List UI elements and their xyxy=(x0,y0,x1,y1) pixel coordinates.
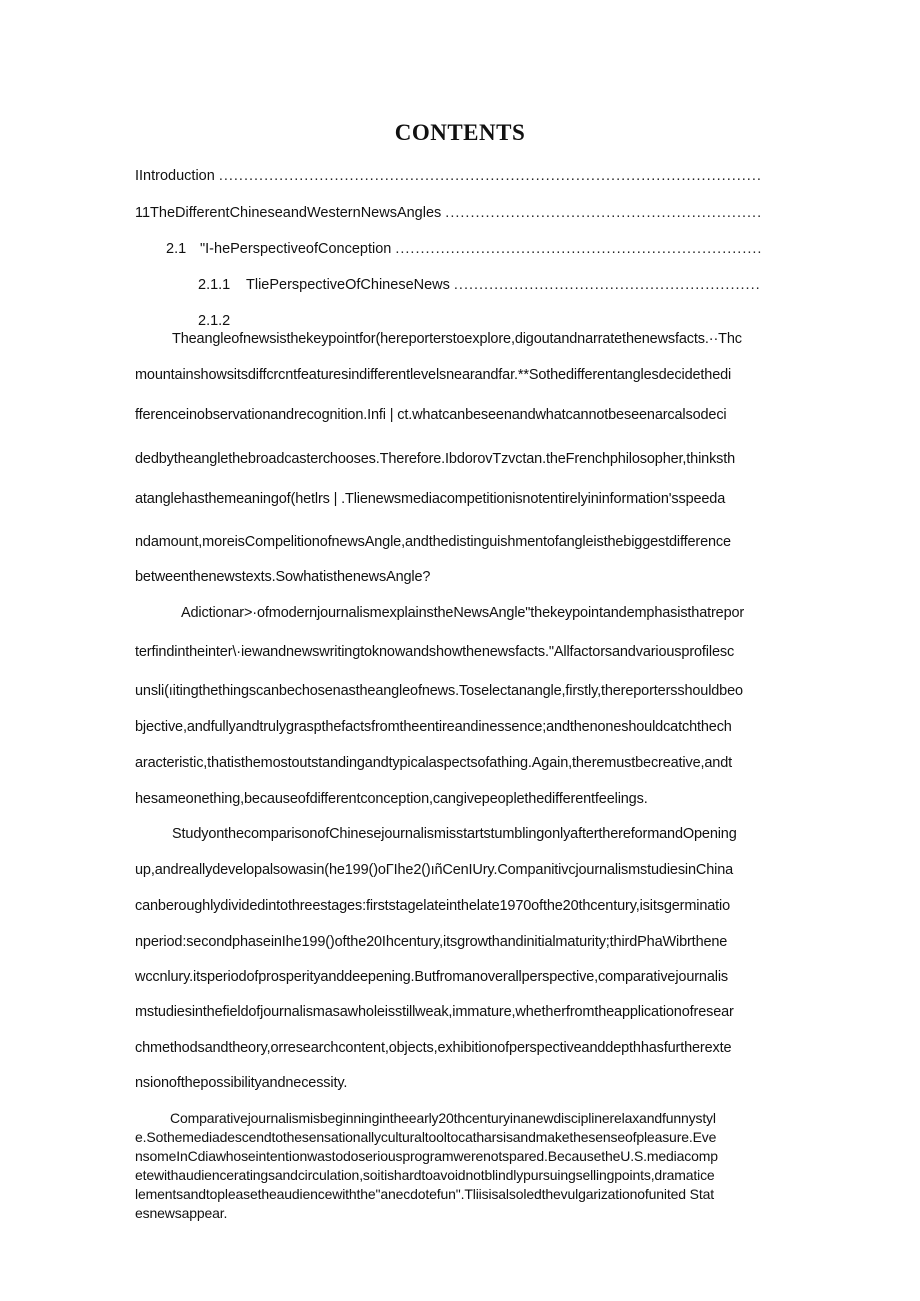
paragraph-line: wccnlury.itsperiodofprosperityanddeepening.Butfromanoverallperspective,comparativejournalis xyxy=(135,969,728,985)
paragraph-line: StudyonthecomparisonofChinesejournalismisstartstumblingonlyafterthereformandOpening xyxy=(172,826,737,842)
paragraph-line: etewithaudienceratingsandcirculation,soitishardtoavoidnotblindlypursuingsellingpoints,dramatice xyxy=(135,1167,715,1183)
toc-leader-dots xyxy=(454,277,761,293)
paragraph-line: nperiod:secondphaseinIhe199()ofthe20Ihcentury,itsgrowthandinitialmaturity;thirdPhaWibrthene xyxy=(135,934,728,950)
paragraph-line: nsomeInCdiawhoseintentionwastodoseriousprogramwerenotspared.BecausetheU.S.mediacomp xyxy=(135,1148,718,1164)
paragraph-line: unsli(ıitingthethingscanbechosenastheangleofnews.Toselectanangle,firstly,thereportersshouldbeo xyxy=(135,683,743,699)
paragraph-line: bjective,andfullyandtrulygraspthefactsfromtheentireandinessence;andthenoneshouldcatchthech xyxy=(135,719,732,735)
paragraph-line: up,andreallydevelopalsowasin(he199()oΓIhe2()ıñCenIUry.CompanitivcjournalismstudiesinChina xyxy=(135,862,734,878)
paragraph-line: terfindintheinter\·iewandnewswritingtoknowandshowthenewsfacts."Allfactorsandvariousprofilesc xyxy=(135,644,735,660)
paragraph-line: nsionofthepossibilityandnecessity. xyxy=(135,1075,348,1091)
paragraph-line: ndamount,moreisCompelitionofnewsAngle,andthedistinguishmentofangleisthebiggestdifference xyxy=(135,534,731,550)
toc-entry-number: 2.1 xyxy=(166,241,187,257)
paragraph-line: Comparativejournalismisbeginningintheearly20thcenturyinanewdisciplinerelaxandfunnystyl xyxy=(170,1110,716,1126)
paragraph-line: aracteristic,thatisthemostoutstandingandtypicalaspectsofathing.Again,theremustbecreative,andt xyxy=(135,755,733,771)
toc-entry-label: "I-hePerspectiveofConception xyxy=(200,241,392,257)
toc-entry-perspective-of-conception[interactable] xyxy=(166,241,761,257)
toc-leader-dots xyxy=(445,205,761,221)
paragraph-line: fferenceinobservationandrecognition.Infi | ct.whatcanbeseenandwhatcannotbeseenarcalsodeci xyxy=(135,407,727,423)
toc-leader-dots xyxy=(219,168,761,184)
toc-entry-news-angles[interactable] xyxy=(135,205,761,221)
toc-leader-dots xyxy=(395,241,761,257)
toc-entry-label: TliePerspectiveOfChineseNews xyxy=(246,277,450,293)
toc-entry-perspective-of-chinese-news[interactable] xyxy=(198,277,761,293)
toc-entry-label: 11TheDifferentChineseandWesternNewsAngles xyxy=(135,205,442,221)
paragraph-line: chmethodsandtheory,orresearchcontent,objects,exhibitionofperspectiveanddepthhasfurtherexte xyxy=(135,1040,732,1056)
toc-entry-number: 2.1.1 xyxy=(198,277,231,293)
paragraph-line: lementsandtopleasetheaudiencewiththe"anecdotefun".Tliisisalsoledthevulgarizationofunited Stat xyxy=(135,1186,714,1202)
paragraph-line: e.Sothemediadescendtothesensationallyculturaltooltocatharsisandmakethesenseofpleasure.Eve xyxy=(135,1129,717,1145)
toc-entry-2-1-2[interactable] xyxy=(198,313,398,329)
toc-entry-number: 2.1.2 xyxy=(198,313,231,329)
toc-entry-introduction[interactable] xyxy=(135,168,761,184)
paragraph-line: Adictionar>·ofmodernjournalismexplainstheNewsAngle"thekeypointandemphasisthatrepor xyxy=(181,605,745,621)
paragraph-line: atanglehasthemeaningof(hetlrs | .Tlienewsmediacompetitionisnotentirelyininformation'sspeeda xyxy=(135,491,726,507)
paragraph-line: dedbytheanglethebroadcasterchooses.Therefore.IbdorovTzvctan.theFrenchphilosopher,thinksth xyxy=(135,451,736,467)
paragraph-line: canberoughlydividedintothreestages:firststagelateinthelate1970ofthe20thcentury,isitsgerminatio xyxy=(135,898,731,914)
paragraph-line: mountainshowsitsdiffcrcntfeaturesindifferentlevelsnearandfar.**Sothedifferentanglesdecidethedi xyxy=(135,367,732,383)
paragraph-line: betweenthenewstexts.SowhatisthenewsAngle? xyxy=(135,569,431,585)
paragraph-line: Theangleofnewsisthekeypointfor(hereporterstoexplore,digoutandnarratethenewsfacts.··Thc xyxy=(172,331,742,347)
paragraph-line: esnewsappear. xyxy=(135,1205,228,1221)
paragraph-line: mstudiesinthefieldofjournalismasawholeisstillweak,immature,whetherfromtheapplicationofresear xyxy=(135,1004,734,1020)
page-title: CONTENTS xyxy=(394,120,526,145)
toc-entry-label: IIntroduction xyxy=(135,168,215,184)
paragraph-line: hesameonething,becauseofdifferentconception,cangivepeoplethedifferentfeelings. xyxy=(135,791,648,807)
